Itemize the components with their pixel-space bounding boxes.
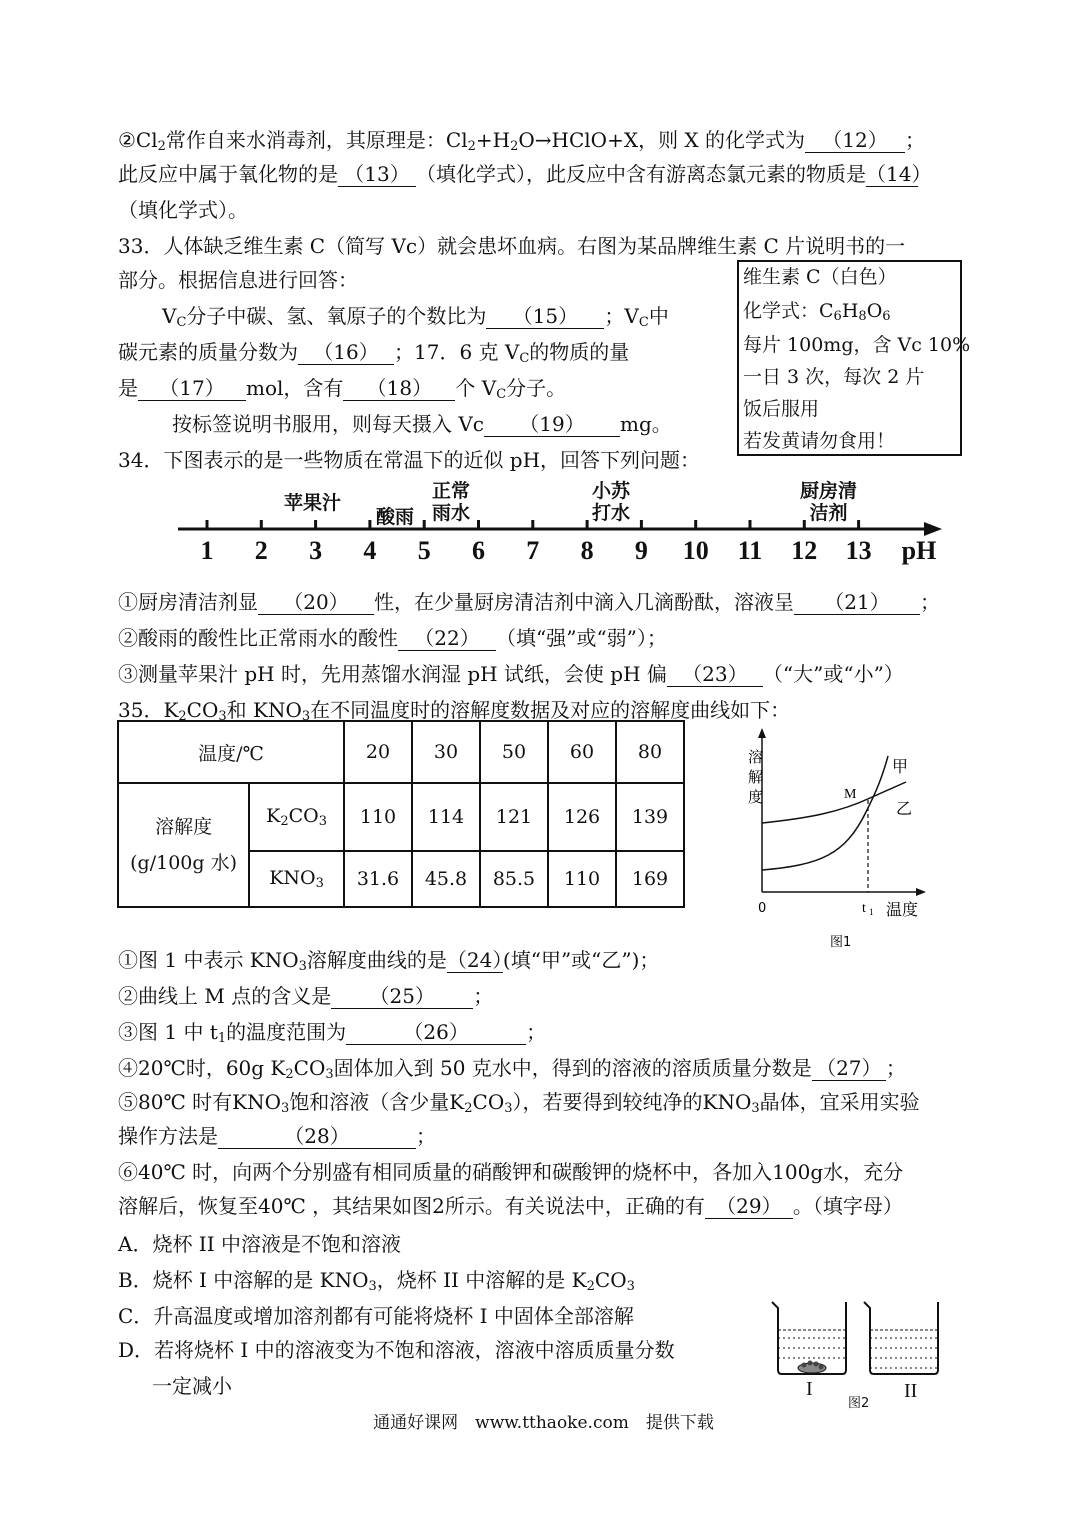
blank-23[interactable]: （23） bbox=[667, 662, 763, 687]
option-a: A．烧杯 II 中溶液是不饱和溶液 bbox=[118, 1232, 401, 1256]
graph-m-label: M bbox=[844, 787, 857, 802]
graph-t1-sub: 1 bbox=[869, 907, 874, 917]
table-k2co3-value: 114 bbox=[412, 783, 480, 851]
q35-q6: ⑥40℃ 时，向两个分别盛有相同质量的硝酸钾和碳酸钾的烧杯中，各加入100g水，充分 bbox=[118, 1160, 904, 1184]
ph-number: 1 bbox=[200, 536, 214, 565]
blank-26[interactable]: （26） bbox=[346, 1020, 526, 1045]
blank-28[interactable]: （28） bbox=[218, 1124, 416, 1149]
option-d-cont: 一定减小 bbox=[152, 1374, 232, 1398]
blank-12[interactable]: （12） bbox=[805, 128, 905, 153]
table-temp-header: 温度/℃ bbox=[118, 721, 344, 783]
option-d: D．若将烧杯 I 中的溶液变为不饱和溶液，溶液中溶质质量分数 bbox=[118, 1338, 675, 1362]
blank-18[interactable]: （18） bbox=[343, 376, 455, 401]
q33-line2: 部分。根据信息进行回答： bbox=[118, 268, 358, 292]
q33-line5: 是 （17） mol，含有 （18） 个 $V_C$分子。 bbox=[118, 376, 567, 402]
ph-number: 7 bbox=[526, 536, 540, 565]
table-k2co3-label: $K_2CO_3$ bbox=[249, 783, 344, 851]
ph-number: 11 bbox=[737, 536, 763, 565]
solubility-curve-figure bbox=[720, 720, 940, 960]
table-temp-cell: 30 bbox=[412, 721, 480, 783]
table-k2co3-value: 139 bbox=[616, 783, 684, 851]
table-kno3-label: $KNO_3$ bbox=[249, 851, 344, 907]
blank-29[interactable]: （29） bbox=[705, 1194, 793, 1219]
beaker-1 bbox=[772, 1302, 846, 1374]
ph-number: 5 bbox=[417, 536, 431, 565]
ph-number: 13 bbox=[845, 536, 872, 565]
table-kno3-value: 85.5 bbox=[480, 851, 548, 907]
graph-ylabel: 溶 bbox=[748, 748, 764, 766]
q35-q5-cont: 操作方法是 （28） ； bbox=[118, 1124, 436, 1148]
q33-line4: 碳元素的质量分数为 （16） ；17．6 克 $V_C$的物质的量 bbox=[118, 340, 630, 366]
option-c: C．升高温度或增加溶剂都有可能将烧杯 I 中固体全部溶解 bbox=[118, 1304, 634, 1328]
q35-q6-cont: 溶解后，恢复至40℃ ，其结果如图2所示。有关说法中，正确的有 （29） 。（填字母） bbox=[118, 1194, 903, 1218]
label-row-1: 维生素 C（白色） bbox=[743, 266, 897, 288]
ph-number: 9 bbox=[634, 536, 648, 565]
graph-origin: 0 bbox=[758, 901, 767, 916]
fig1-caption: 图1 bbox=[830, 935, 852, 950]
ph-number: 4 bbox=[363, 536, 377, 565]
q32-line1: $②Cl_2$常作自来水消毒剂，其原理是：$Cl_2+H_2O\to HClO+X$，则 X 的化学式为 （12） ； bbox=[118, 128, 926, 154]
q34-line1: 34．下图表示的是一些物质在常温下的近似 pH，回答下列问题： bbox=[118, 448, 701, 472]
graph-xlabel: 温度 bbox=[886, 900, 919, 919]
ph-number: 10 bbox=[682, 536, 709, 565]
label-row-3: 每片 100mg，含 Vc 10% bbox=[743, 334, 971, 356]
table-temp-cell: 50 bbox=[480, 721, 548, 783]
ph-number: 12 bbox=[791, 536, 818, 565]
blank-17[interactable]: （17） bbox=[138, 376, 246, 401]
q35-line1: 35．$K_2CO_3$和 $KNO_3$在不同温度时的溶解度数据及对应的溶解度曲线如下： bbox=[118, 698, 791, 724]
ph-label-baking-soda: 小苏 打水 bbox=[592, 480, 631, 524]
q34-q1: ①厨房清洁剂显 （20） 性，在少量厨房清洁剂中滴入几滴酚酞，溶液呈 （21） ； bbox=[118, 590, 940, 614]
q35-q5: ⑤80℃ 时有$KNO_3$饱和溶液（含少量$K_2CO_3$），若要得到较纯净的$KNO_3$晶体，宜采用实验 bbox=[118, 1090, 920, 1116]
label-row-4: 一日 3 次，每次 2 片 bbox=[743, 366, 925, 388]
q35-q4: ④20℃时，60g $K_2CO_3$固体加入到 50 克水中，得到的溶液的溶质质量分数是 （27） ； bbox=[118, 1056, 906, 1082]
label-row-6: 若发黄请勿食用！ bbox=[743, 430, 896, 452]
table-temp-cell: 20 bbox=[344, 721, 412, 783]
graph-yi-label: 乙 bbox=[896, 799, 913, 818]
ph-unit: pH bbox=[901, 536, 937, 565]
ph-number: 8 bbox=[580, 536, 594, 565]
blank-16[interactable]: （16） bbox=[298, 340, 394, 365]
ph-label-normal-rain: 正常 雨水 bbox=[432, 480, 471, 524]
blank-27[interactable]: （27） bbox=[812, 1056, 886, 1081]
table-k2co3-value: 110 bbox=[344, 783, 412, 851]
ph-label-kitchen-cleaner: 厨房清 洁剂 bbox=[800, 480, 858, 524]
option-b: B．烧杯 I 中溶解的是 $KNO_3$，烧杯 II 中溶解的是 $K_2CO_3$ bbox=[118, 1268, 635, 1294]
ph-number: 3 bbox=[309, 536, 323, 565]
blank-21[interactable]: （21） bbox=[794, 590, 920, 615]
q35-q2: ②曲线上 M 点的含义是 （25） ； bbox=[118, 984, 494, 1008]
q35-q1: ①图 1 中表示 $KNO_3$溶解度曲线的是（24）(填“甲”或“乙”)； bbox=[118, 948, 660, 974]
q33-line6: 按标签说明书服用，则每天摄入 Vc （19） mg。 bbox=[172, 412, 672, 436]
beaker-2 bbox=[864, 1302, 938, 1374]
ph-number: 2 bbox=[254, 536, 268, 565]
blank-14[interactable]: （14） bbox=[866, 162, 932, 186]
ph-number: 6 bbox=[472, 536, 485, 565]
beaker-2-label: II bbox=[904, 1380, 918, 1402]
graph-jia-label: 甲 bbox=[892, 757, 909, 776]
blank-20[interactable]: （20） bbox=[258, 590, 374, 615]
graph-ylabel: 度 bbox=[748, 788, 764, 806]
solubility-table bbox=[117, 720, 685, 908]
ph-scale bbox=[0, 0, 1087, 600]
ph-label-apple-juice: 苹果汁 bbox=[284, 492, 342, 514]
graph-t1: t bbox=[862, 901, 866, 916]
q35-q3: ③图 1 中 $t_1$的温度范围为 （26） ； bbox=[118, 1020, 547, 1046]
q34-q3: ③测量苹果汁 pH 时，先用蒸馏水润湿 pH 试纸，会使 pH 偏 （23） （“大”或“小”） bbox=[118, 662, 904, 686]
table-kno3-value: 45.8 bbox=[412, 851, 480, 907]
table-kno3-value: 31.6 bbox=[344, 851, 412, 907]
ph-label-acid-rain: 酸雨 bbox=[376, 506, 415, 528]
table-k2co3-value: 121 bbox=[480, 783, 548, 851]
q33-line1: 33．人体缺乏维生素 C（简写 Vc）就会患坏血病。右图为某品牌维生素 C 片说明书的一 bbox=[118, 234, 906, 258]
table-temp-cell: 60 bbox=[548, 721, 616, 783]
graph-ylabel: 解 bbox=[748, 768, 764, 786]
table-temp-cell: 80 bbox=[616, 721, 684, 783]
blank-25[interactable]: （25） bbox=[331, 984, 473, 1009]
q34-q2: ②酸雨的酸性比正常雨水的酸性 （22） （填“强”或“弱”）； bbox=[118, 626, 667, 650]
table-solubility-label: 溶解度 (g/100g 水) bbox=[118, 783, 249, 907]
q32-line2: 此反应中属于氧化物的是 （13） （填化学式），此反应中含有游离态氯元素的物质是（14） bbox=[118, 162, 932, 186]
q33-line3: $V_C$分子中碳、氢、氧原子的个数比为 （15） ；$V_C$中 bbox=[162, 304, 669, 330]
table-kno3-value: 110 bbox=[548, 851, 616, 907]
beakers-figure bbox=[760, 1290, 960, 1380]
table-k2co3-value: 126 bbox=[548, 783, 616, 851]
page-footer: 通通好课网 www.tthaoke.com 提供下载 bbox=[373, 1413, 714, 1433]
table-kno3-value: 169 bbox=[616, 851, 684, 907]
label-row-5: 饭后服用 bbox=[743, 398, 820, 420]
beaker-1-label: I bbox=[806, 1378, 813, 1400]
blank-15[interactable]: （15） bbox=[486, 304, 604, 329]
blank-13[interactable]: （13） bbox=[338, 162, 416, 187]
fig2-caption: 图2 bbox=[848, 1396, 870, 1411]
blank-19[interactable]: （19） bbox=[484, 412, 620, 437]
blank-22[interactable]: （22） bbox=[398, 626, 496, 651]
label-row-2: 化学式：$C_6H_8O_6$ bbox=[743, 300, 891, 324]
curve-yi bbox=[762, 782, 906, 823]
q32-line3: （填化学式）。 bbox=[118, 198, 248, 222]
blank-24[interactable]: （24） bbox=[446, 948, 513, 972]
